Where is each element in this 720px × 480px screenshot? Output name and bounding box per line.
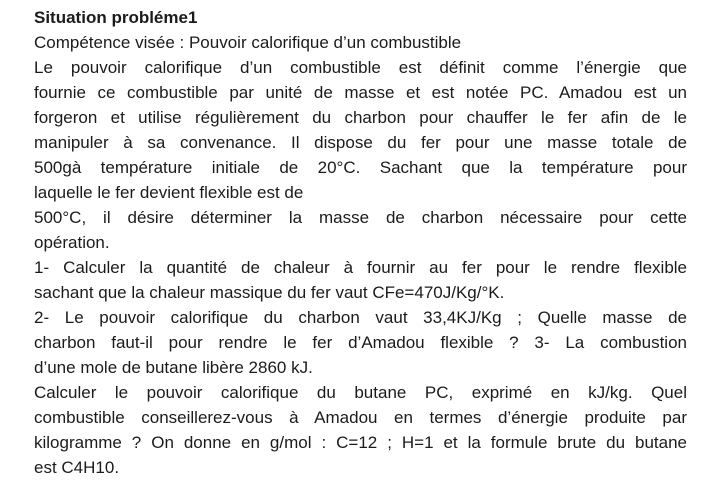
text-line: combustible conseillerez-vous à Amadou en termes d’énergie produite par [34,408,687,427]
document-title: Situation probléme1 [34,8,198,27]
text-line: 2- Le pouvoir calorifique du charbon vaut 33,4KJ/Kg ; Quelle masse de [34,308,687,327]
text-line: 500°C, il désire déterminer la masse de charbon nécessaire pour cette [34,208,687,227]
text-line: est C4H10. [34,458,120,477]
text-line: sachant que la chaleur massique du fer vaut CFe=470J/Kg/°K. [34,283,505,302]
text-line: fournie ce combustible par unité de masse et est notée PC. Amadou est un [34,83,687,102]
text-line: d’une mole de butane libère 2860 kJ. [34,358,313,377]
text-line: charbon faut-il pour rendre le fer d’Amadou flexible ? 3- La combustion [34,333,687,352]
text-line: 500gà température initiale de 20°C. Sachant que la température pour [34,158,687,177]
text-line: Le pouvoir calorifique d’un combustible est définit comme l’énergie que [34,58,687,77]
text-line: opération. [34,233,110,252]
text-line: Calculer le pouvoir calorifique du butane PC, exprimé en kJ/kg. Quel [34,383,687,402]
text-line: kilogramme ? On donne en g/mol : C=12 ; H=1 et la formule brute du butane [34,433,687,452]
text-line: manipuler à sa convenance. Il dispose du fer pour une masse totale de [34,133,687,152]
text-line: Compétence visée : Pouvoir calorifique d’un combustible [34,33,462,52]
text-line: 1- Calculer la quantité de chaleur à fournir au fer pour le rendre flexible [34,258,687,277]
document-text [34,5,687,480]
text-line: forgeron et utilise régulièrement du charbon pour chauffer le fer afin de le [34,108,687,127]
text-line: laquelle le fer devient flexible est de [34,183,304,202]
